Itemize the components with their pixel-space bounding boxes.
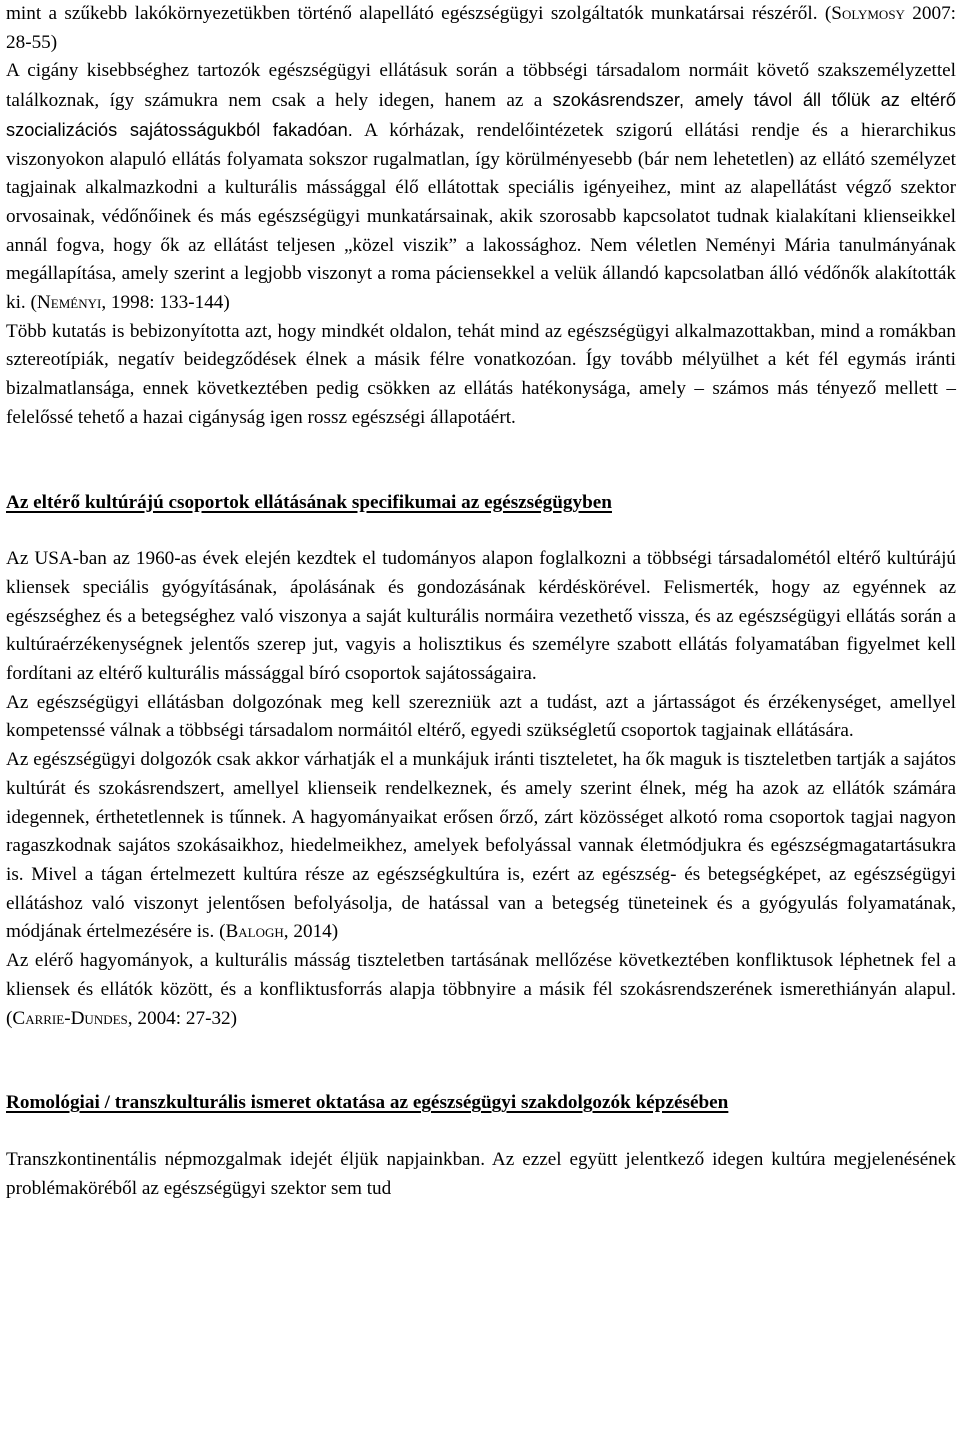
citation-author: Carrie-Dundes (12, 1007, 128, 1029)
paragraph-text: Az egészségügyi dolgozók csak akkor várhatják el a munkájuk iránti tiszteletet, ha ők maguk is tiszteletben tartják a sajátos kultúrát és szokásrendszert, amellyel klienseik rendelkeznek, és amely szerint élnek, még ha azok az ellátók számára idegennek, érthetetlennek is tűnnek. A hagyományaikat erősen őrző, zárt közösséget alkotó roma csoportok tagjai nagyon ragaszkodnak sajátos szokásaikhoz, hiedelmeikhez, amelyek befolyással vannak életmódjukra és egészségmagatartásukra is. Mivel a tágan értelmezett kultúra része az egészségkultúra is, ezért az egészség- és betegségképet, az egészségügyi ellátáshoz való viszonyt jelentősen befolyásolja, de hatással van a betegség tüneteinek és a gyógyulás folyamatának, módjának értelmezésére is. ( (6, 749, 956, 943)
intro-paragraph-2 (6, 57, 956, 317)
paragraph-text: A cigány kisebbséghez tartozók egészségügyi ellátásuk során a többségi társadalom normáit követő szakszemélyzettel találkoznak, így számukra nem csak a hely idegen, hanem az a (6, 60, 956, 112)
paragraph-text: mint a szűkebb lakókörnyezetükben történő alapellátó egészségügyi szolgáltatók munkatársai részéről. ( (6, 3, 832, 24)
section-heading-1: Az eltérő kultúrájú csoportok ellátásának specifikumai az egészségügyben (6, 491, 612, 513)
section-heading-2: Romológiai / transzkulturális ismeret oktatása az egészségügyi szakdolgozók képzésében (6, 1092, 729, 1114)
citation-author: Neményi (36, 292, 102, 314)
document-page (6, 0, 956, 1203)
citation-detail: , 2004: 27-32) (127, 1007, 238, 1029)
paragraph-text-sans: szokásrendszer, amely távol áll tőlük az eltérő szocializációs sajátosságukból fakadóan. (6, 90, 957, 140)
section1-paragraph-4 (6, 947, 956, 1033)
intro-paragraph-1 (6, 0, 956, 57)
paragraph-text: Az elérő hagyományok, a kulturális másság tiszteletben tartásának mellőzése következtében konfliktusok léphetnek fel a kliensek és ellátók között, és a konfliktusforrás alapja többnyire a másik fél szokásrendszerének ismerethiányán alapul. ( (6, 950, 956, 1029)
citation-author: Balogh (225, 921, 284, 943)
section1-paragraph-2: Az egészségügyi ellátásban dolgozónak meg kell szerezniük azt a tudást, azt a jártasságot és érzékenységet, amellyel kompetenssé válnak a többségi társadalom normáitól eltérő, egyedi szükségletű csoportok tagjainak ellátására. (6, 691, 956, 742)
citation-detail: 2007: 28-55) (6, 3, 956, 53)
intro-paragraph-3: Több kutatás is bebizonyította azt, hogy mindkét oldalon, tehát mind az egészségügyi alkalmazottakban, mind a romákban sztereotípiák, negatív beidegződések élnek a másik félre vonatkozóan. Így tovább mélyülhet a két fél egymás iránti bizalmatlansága, ennek következtében pedig csökken az ellátás hatékonysága, amely – számos más tényező mellett – felelőssé tehető a hazai cigányság igen rossz egészségi állapotáért. (6, 320, 956, 428)
citation-detail: , 1998: 133-144) (101, 292, 230, 314)
citation-detail: , 2014) (283, 921, 339, 943)
paragraph-text: A kórházak, rendelőintézetek szigorú ellátási rendje és a hierarchikus viszonyokon alapuló ellátás folyamata sokszor rugalmatlan, így körülményesebb (bár nem lehetetlen) az ellátó személyzet tagjainak alkalmazkodni a kulturális mássággal élő ellátottak speciális igényeihez, mint az alapellátást végző szektor orvosainak, védőnőinek és más egészségügyi munkatársainak, akik szorosabb kapcsolatot tudnak kialakítani klienseikkel annál fogva, hogy ők az ellátást teljesen „közel viszik” a lakossághoz. Nem véletlen Neményi Mária tanulmányának megállapítása, amely szerint a legjobb viszonyt a roma páciensekkel a velük állandó kapcsolatban álló védőnők alakították ki. ( (6, 119, 956, 314)
section1-paragraph-3 (6, 746, 956, 947)
section1-paragraph-1: Az USA-ban az 1960-as évek elején kezdtek el tudományos alapon foglalkozni a többségi társadalométól eltérő kultúrájú kliensek speciális gyógyításának, ápolásának és gondozásának kérdéskörével. Felismerték, hogy az egyénnek az egészséghez és a betegséghez való viszonya a saját kulturális normáira vezethető vissza, és az egészségügyi ellátás során a kultúraérzékenységnek jelentős szerep jut, vagyis a holisztikus és személyre szabott ellátás folyamatában figyelmet kell fordítani az eltérő kulturális mássággal bíró csoportok sajátosságaira. (6, 548, 956, 685)
citation-author: Solymosy (831, 3, 905, 24)
section2-paragraph-1: Transzkontinentális népmozgalmak idejét éljük napjainkban. Az ezzel együtt jelentkező idegen kultúra megjelenésének problémaköréből az egészségügyi szektor sem tud (6, 1148, 956, 1199)
